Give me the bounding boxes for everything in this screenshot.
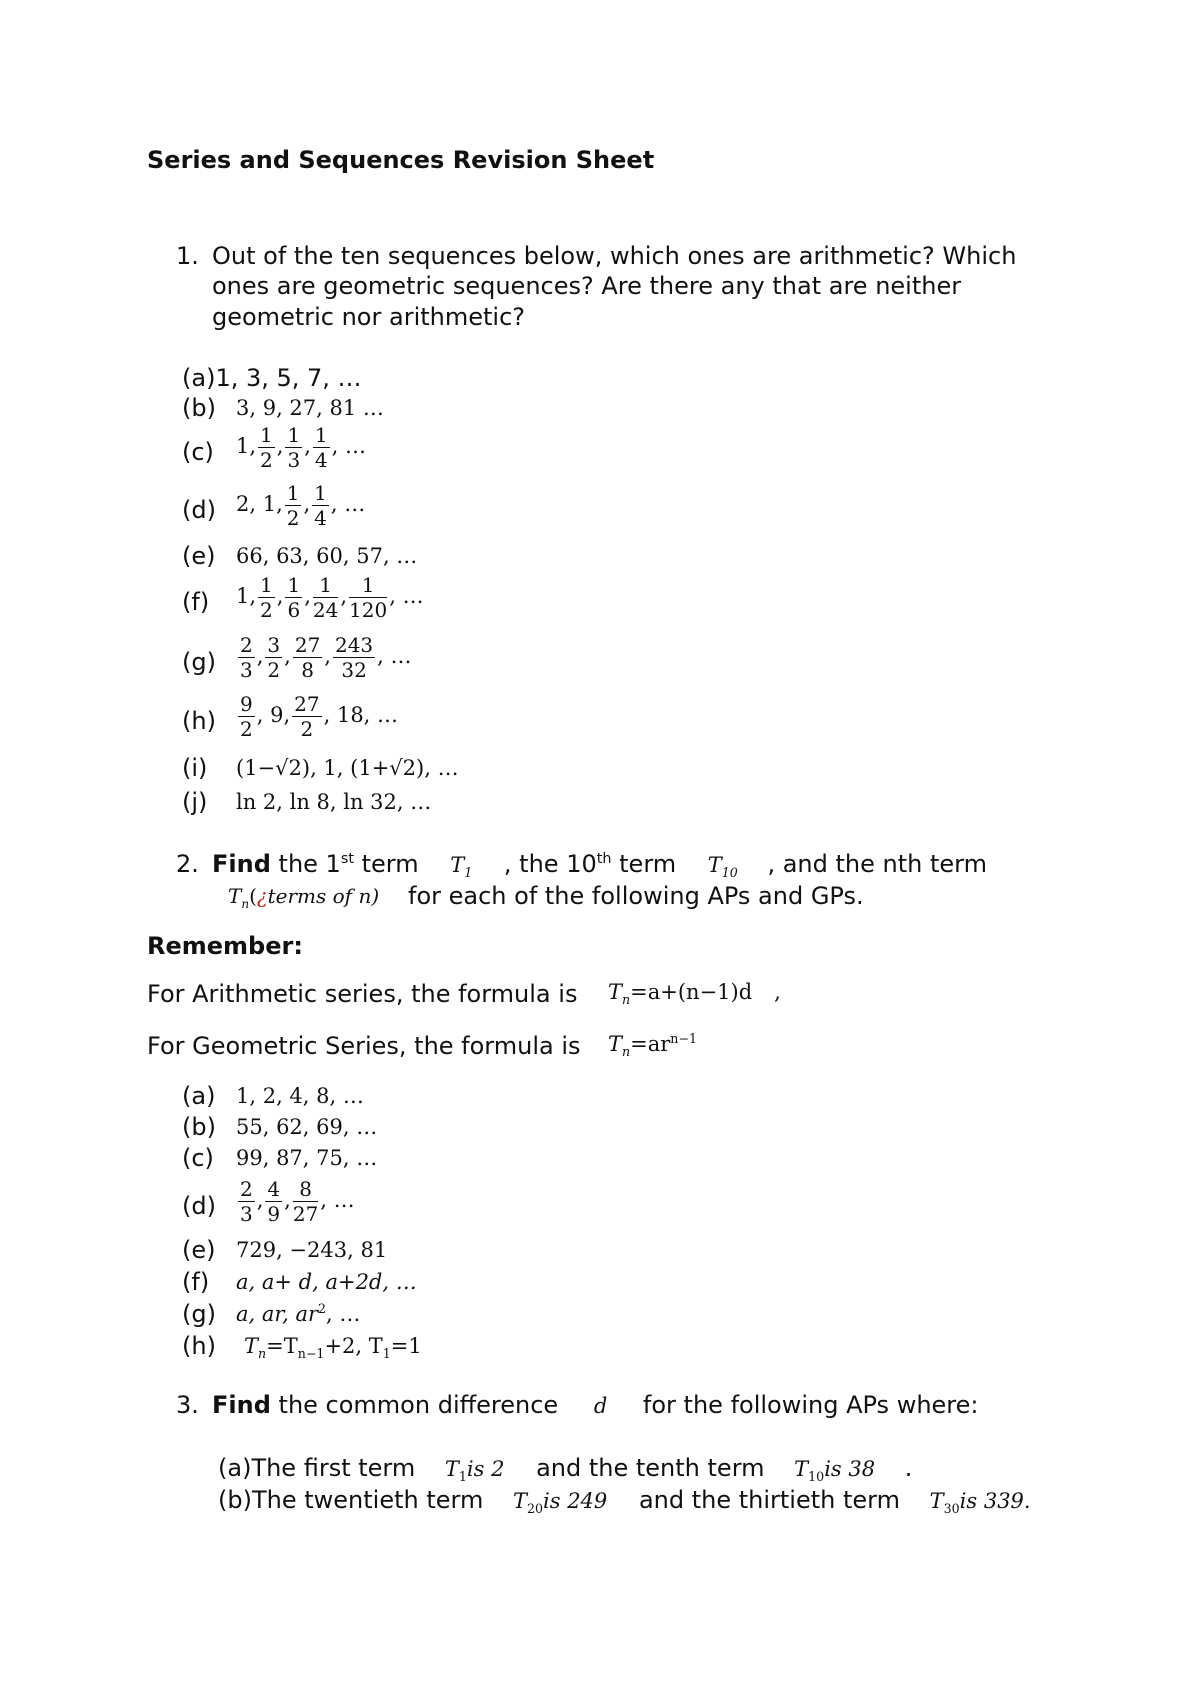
q1-line-1: Out of the ten sequences below, which ones are arithmetic? Which — [212, 242, 1017, 270]
q2-number: 2. — [176, 850, 199, 878]
q2-item-g-label: (g) — [182, 1300, 216, 1328]
q2-item-e-label: (e) — [182, 1236, 216, 1264]
q2-line-2: for each of the following APs and GPs. — [408, 882, 864, 910]
q1-line-2: ones are geometric sequences? Are there any that are neither — [212, 272, 962, 300]
page-title: Series and Sequences Revision Sheet — [147, 146, 655, 174]
q1-item-i-label: (i) — [182, 754, 208, 782]
q1-item-e-label: (e) — [182, 542, 216, 570]
q2-line-1: Find the 1st term $T_1$ , the 10th term $T_{10}$ , and the nth term — [212, 850, 987, 881]
q1-line-3: geometric nor arithmetic? — [212, 303, 526, 331]
q1-item-b-label: (b) — [182, 394, 216, 422]
q1-item-c-label: (c) — [182, 438, 214, 466]
q2-item-f-text: a, a+ d, a+2d, … — [236, 1270, 417, 1294]
q1-item-d-label: (d) — [182, 496, 216, 524]
q1-item-b-text: 3, 9, 27, 81 … — [236, 396, 384, 420]
q2-item-f-label: (f) — [182, 1268, 210, 1296]
q2-item-a-label: (a) — [182, 1082, 216, 1110]
q2-item-e-text: 729, −243, 81 — [236, 1238, 388, 1262]
q2-item-d-label: (d) — [182, 1192, 216, 1220]
q2-item-h-expr: $T_n=T_{n-1}+2$, $T_1=1$ — [244, 1334, 422, 1362]
q2-item-a-text: 1, 2, 4, 8, … — [236, 1084, 364, 1108]
q1-item-a-text: 1, 3, 5, 7, … — [215, 364, 362, 392]
q1-item-h-expr: $\frac{9}{2}$ , 9, $\frac{27}{2}$ , 18, … — [240, 692, 399, 741]
q1-item-d-expr: 2, 1, $\frac{1}{2}$ , $\frac{1}{4}$ , … — [236, 481, 366, 530]
q2-item-b-text: 55, 62, 69, … — [236, 1115, 378, 1139]
q1-item-f-label: (f) — [182, 588, 210, 616]
q1-item-e-text: 66, 63, 60, 57, … — [236, 544, 418, 568]
geo-formula: $T_n=ar^{n-1}$ — [608, 1031, 697, 1060]
q2-item-b-label: (b) — [182, 1113, 216, 1141]
q1-item-f-expr: 1, $\frac{1}{2}$ , $\frac{1}{6}$ , $\frac{1}{24}$ , $\frac{1}{120}$ , … — [236, 573, 424, 622]
q2-item-h-label: (h) — [182, 1332, 216, 1360]
q1-item-a — [182, 366, 362, 390]
q1-item-g-label: (g) — [182, 648, 216, 676]
q2-item-c-text: 99, 87, 75, … — [236, 1146, 378, 1170]
q1-item-i-text: (1−√2), 1, (1+√2), … — [236, 756, 459, 780]
q2-tn-expr: $T_n(¿terms$ of n) — [228, 884, 380, 911]
q1-number: 1. — [176, 242, 199, 270]
q1-item-j-text: ln 2, ln 8, ln 32, … — [236, 790, 432, 814]
q3-number: 3. — [176, 1391, 199, 1419]
q1-item-a-label: (a) — [182, 364, 216, 392]
q2-item-d-expr: $\frac{2}{3}$ , $\frac{4}{9}$ , $\frac{8}{27}$ , … — [240, 1177, 355, 1226]
remember-heading: Remember: — [147, 932, 303, 960]
geo-text: For Geometric Series, the formula is — [147, 1032, 581, 1060]
q1-item-g-expr: $\frac{2}{3}$ , $\frac{3}{2}$ , $\frac{27}{8}$ , $\frac{243}{32}$ , … — [240, 633, 412, 682]
q1-item-j-label: (j) — [182, 788, 208, 816]
q3-item-a: (a)The first term $T_1is$ 2 and the tenth term $T_{10}is$ 38 . — [218, 1454, 913, 1485]
q3-line-1: Find the common difference d for the following APs where: — [212, 1391, 979, 1419]
q1-item-h-label: (h) — [182, 707, 216, 735]
q3-item-b: (b)The twentieth term $T_{20}is$ 249 and the thirtieth term $T_{30}is$ 339. — [218, 1486, 1031, 1517]
arith-formula: $T_n=a+(n-1)d$ , — [608, 980, 781, 1008]
arith-text: For Arithmetic series, the formula is — [147, 980, 578, 1008]
q2-item-g-expr: a, ar, $ar^2$, … — [236, 1301, 361, 1326]
q1-item-c-expr: 1, $\frac{1}{2}$ , $\frac{1}{3}$ , $\frac{1}{4}$ , … — [236, 423, 366, 472]
q2-item-c-label: (c) — [182, 1144, 214, 1172]
